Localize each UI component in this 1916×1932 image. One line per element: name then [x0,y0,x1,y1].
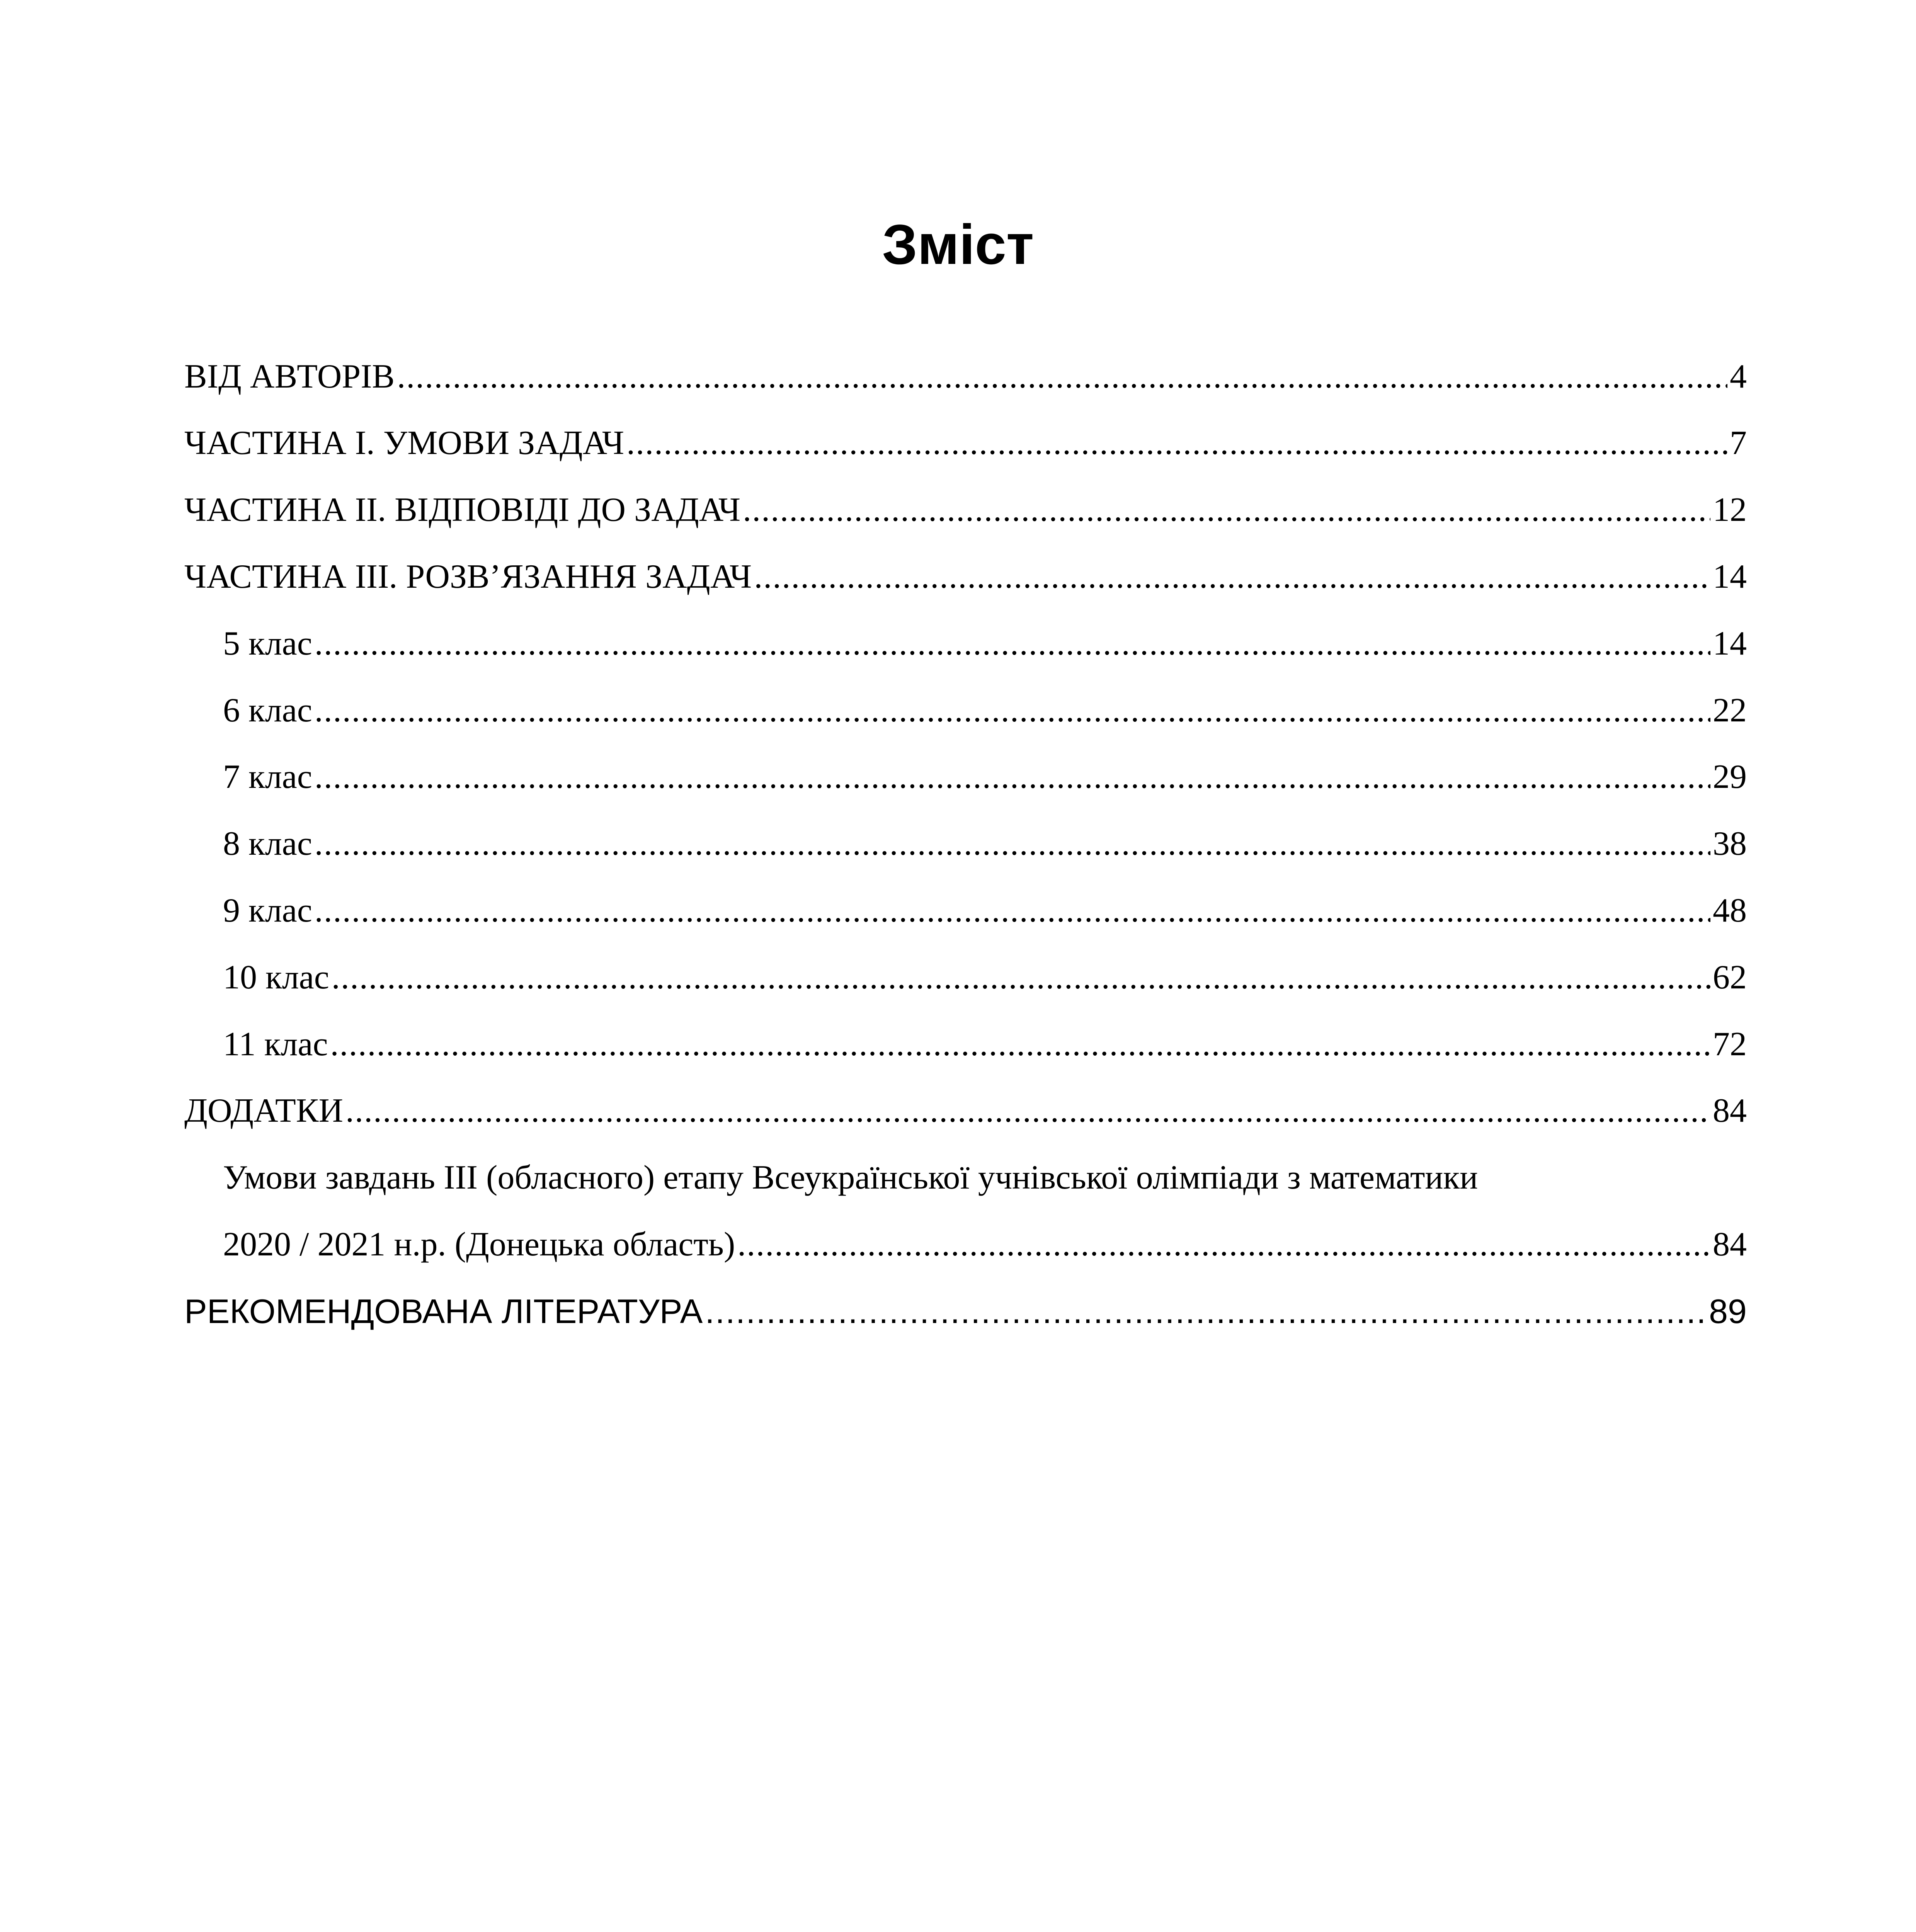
toc-entry-page: 14 [1713,558,1747,595]
toc-entry-page: 4 [1730,358,1747,395]
toc-entry-chastyna-3[interactable] [184,554,1747,600]
toc-dot-leader [315,754,1710,800]
toc-entry-label: Умови завдань III (обласного) етапу Всеукраїнської учнівської олімпіади з математики [223,1159,1478,1196]
toc-entry-label: 11 клас [223,1026,328,1063]
toc-dot-leader [315,888,1710,934]
toc-entry-7-klas[interactable] [223,754,1747,800]
toc-dot-leader [332,954,1710,1001]
toc-entry-page: 84 [1713,1092,1747,1129]
toc-entry-label: ВІД АВТОРІВ [184,358,395,395]
toc-entry-chastyna-1[interactable] [184,420,1747,466]
toc-dot-leader [397,354,1727,400]
toc-entry-label: 8 клас [223,825,312,862]
toc-entry-page: 72 [1713,1026,1747,1063]
toc-entry-label: ЧАСТИНА III. РОЗВ’ЯЗАННЯ ЗАДАЧ [184,558,752,595]
toc-entry-9-klas[interactable] [223,888,1747,934]
toc-entry-page: 89 [1709,1292,1747,1330]
toc-dot-leader [315,687,1710,734]
toc-entry-label: ДОДАТКИ [184,1092,344,1129]
toc-entry-umovy-zavdan-line-1[interactable] [223,1155,1747,1201]
toc-dot-leader [345,1088,1710,1134]
toc-entry-page: 14 [1713,625,1747,662]
toc-entry-label: 5 клас [223,625,312,662]
toc-entry-label: 10 клас [223,959,329,996]
toc-entry-8-klas[interactable] [223,821,1747,867]
toc-entry-label: РЕКОМЕНДОВАНА ЛІТЕРАТУРА [184,1292,703,1330]
toc-dot-leader [315,821,1710,867]
toc-dot-leader [737,1221,1710,1268]
toc-entry-label: 7 клас [223,758,312,796]
toc-entry-page: 38 [1713,825,1747,862]
toc-entry-label: ЧАСТИНА II. ВІДПОВІДІ ДО ЗАДАЧ [184,491,741,529]
toc-dot-leader [626,420,1727,466]
toc-entry-rekomendovana-literatura[interactable] [184,1288,1747,1335]
toc-entry-label: ЧАСТИНА I. УМОВИ ЗАДАЧ [184,424,624,462]
toc-entry-page: 84 [1713,1226,1747,1263]
toc-entry-label: 6 клас [223,692,312,729]
toc-entry-umovy-zavdan-line-2[interactable] [223,1221,1747,1268]
page-title: Зміст [882,213,1034,276]
toc-entry-vid-avtoriv[interactable] [184,354,1747,400]
toc-dot-leader [743,487,1710,533]
toc-dot-leader [315,621,1710,667]
toc-entry-page: 22 [1713,692,1747,729]
toc-entry-11-klas[interactable] [223,1021,1747,1068]
toc-entry-5-klas[interactable] [223,621,1747,667]
toc-entry-6-klas[interactable] [223,687,1747,734]
toc-entry-dodatky[interactable] [184,1088,1747,1134]
toc-entry-10-klas[interactable] [223,954,1747,1001]
toc-dot-leader [754,554,1710,600]
toc-dot-leader [705,1288,1707,1335]
toc-entry-chastyna-2[interactable] [184,487,1747,533]
toc-entry-page: 12 [1713,491,1747,529]
toc-entry-label: 2020 / 2021 н.р. (Донецька область) [223,1226,735,1263]
toc-entry-page: 7 [1730,424,1747,462]
toc-dot-leader [330,1021,1710,1068]
toc-entry-page: 62 [1713,959,1747,996]
toc-entry-label: 9 клас [223,892,312,929]
toc-entry-page: 29 [1713,758,1747,796]
toc-entry-page: 48 [1713,892,1747,929]
